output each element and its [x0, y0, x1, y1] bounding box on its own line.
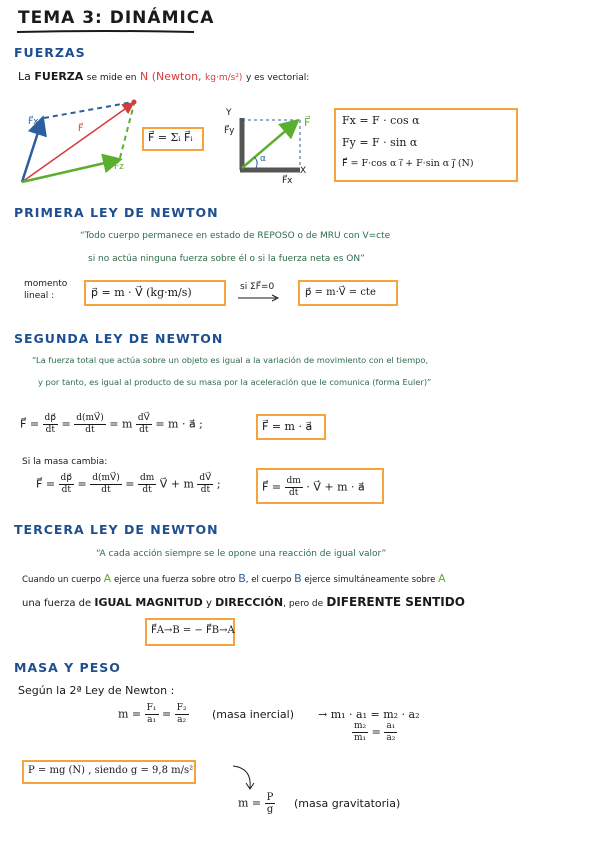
label-fz: F⃗z: [114, 162, 124, 172]
mass-ratio-fraction: $\frac{\text{m₂}}{\text{m₁}}$ = $\frac{\text{a₁}}{\text{a₂}}$: [354, 721, 396, 743]
third-law-formula: F⃗A→B = − F⃗B→A: [151, 625, 235, 636]
section-tercera-heading: TERCERA LEY DE NEWTON: [14, 522, 219, 537]
components-box: [334, 108, 518, 182]
primera-quote-line1: “Todo cuerpo permanece en estado de REPOSO o de MRU con V=cte: [80, 231, 391, 241]
tercera-line2: una fuerza de IGUAL MAGNITUD y DIRECCIÓN, pero de DIFERENTE SENTIDO: [22, 595, 465, 609]
component-fy-label: F⃗y: [224, 126, 235, 136]
label-fx: F⃗x: [28, 117, 39, 127]
sum-formula-box: [142, 127, 204, 151]
masa-intro: Según la 2ª Ley de Newton :: [18, 684, 175, 697]
axis-y-label: Y: [226, 108, 232, 118]
label-f: F⃗: [78, 124, 84, 134]
section-masa-heading: MASA Y PESO: [14, 660, 121, 675]
variable-mass-box: [256, 468, 384, 504]
segunda-quote-line2: y por tanto, es igual al producto de su masa por la aceleración que le comunica (forma Euler)”: [38, 377, 432, 387]
masa-cambia-label: Si la masa cambia:: [22, 457, 108, 467]
second-law-formula: F⃗ = m · a⃗: [262, 420, 313, 433]
title-underline: [16, 29, 196, 35]
weight-box: [22, 760, 196, 784]
momento-label-1: momento: [24, 279, 68, 289]
axis-x-label: X: [300, 166, 307, 176]
masa-gravitatoria-label: (masa gravitatoria): [294, 797, 401, 810]
momentum-cte-box: [298, 280, 398, 306]
momentum-formula-box: [84, 280, 226, 306]
momentum-formula: p⃗ = m · V⃗ (kg·m/s): [91, 286, 192, 299]
resultant-f-label: F⃗: [304, 116, 311, 129]
vector-formula: F⃗ = F·cos α i⃗ + F·sin α j⃗ (N): [342, 158, 474, 169]
gravitational-mass-formula: m = $\frac{P}{g}$: [238, 792, 274, 815]
tercera-quote: “A cada acción siempre se le opone una reacción de igual valor”: [96, 549, 387, 559]
second-law-box: [256, 414, 326, 440]
component-fx-label: F⃗x: [282, 176, 293, 186]
variable-mass-derivation: F⃗ = $\frac{dp⃗}{dt}$ = $\frac{d(mV⃗)}{dt}$ = $\frac{dm}{dt}$ V⃗ + m $\frac{dV⃗}{dt}$ ;: [36, 473, 221, 495]
weight-formula: P = mg (N) , siendo g = 9,8 m/s²: [28, 765, 194, 776]
section-primera-heading: PRIMERA LEY DE NEWTON: [14, 205, 219, 220]
page-title: TEMA 3: DINÁMICA: [18, 8, 215, 28]
second-law-derivation: F⃗ = $\frac{dp⃗}{dt}$ = $\frac{d(mV⃗)}{dt}$ = m $\frac{dV⃗}{dt}$ = m · a⃗ ;: [20, 413, 203, 435]
mass-ratio-equation: → m₁ · a₁ = m₂ · a₂: [318, 708, 420, 721]
section-segunda-heading: SEGUNDA LEY DE NEWTON: [14, 331, 224, 346]
fuerzas-intro: La FUERZA se mide en N (Newton, kg·m/s²) y es vectorial:: [18, 70, 310, 83]
variable-mass-formula: F⃗ = $\frac{dm}{dt}$ · V⃗ + m · a⃗: [262, 476, 365, 498]
condition-arrow: [236, 294, 282, 302]
angle-alpha-label: α: [260, 154, 266, 164]
vector-sum-diagram: [18, 98, 158, 188]
segunda-quote-line1: “La fuerza total que actúa sobre un objeto es igual a la variación de movimiento con el tiempo,: [32, 355, 429, 365]
primera-quote-line2: si no actúa ninguna fuerza sobre él o si la fuerza neta es ON”: [88, 254, 365, 264]
section-fuerzas-heading: FUERZAS: [14, 45, 86, 60]
momentum-condition: si ΣF⃗=0: [240, 282, 275, 292]
component-y-formula: Fy = F · sin α: [342, 136, 418, 149]
momento-label-2: lineal :: [24, 291, 55, 301]
sum-formula: F⃗ = Σᵢ F⃗ᵢ: [148, 131, 193, 144]
tercera-line1: Cuando un cuerpo A ejerce una fuerza sobre otro B, el cuerpo B ejerce simultáneamente sobre A: [22, 572, 446, 585]
inertial-mass-formula: m = $\frac{\text{F₁}}{\text{a₁}}$ = $\frac{\text{F₂}}{\text{a₂}}$: [118, 703, 187, 725]
third-law-box: [145, 618, 235, 646]
momentum-cte-formula: p⃗ = m·V⃗ = cte: [305, 287, 376, 298]
component-x-formula: Fx = F · cos α: [342, 114, 420, 127]
weight-arrow: [230, 762, 260, 792]
masa-inercial-label: (masa inercial): [212, 708, 294, 721]
